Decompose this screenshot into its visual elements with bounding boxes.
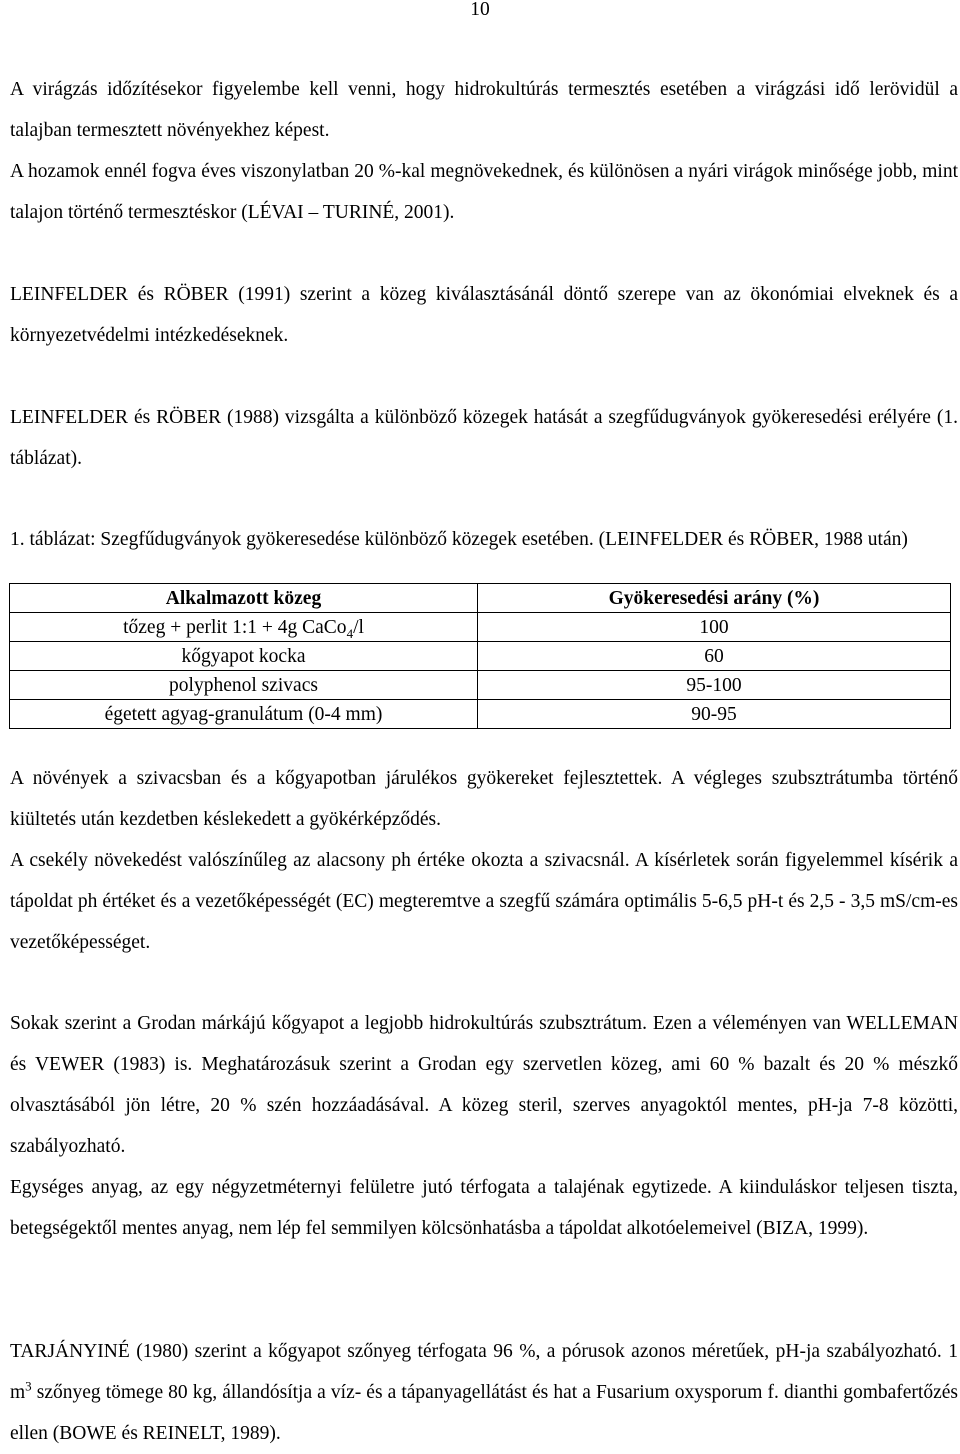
- paragraph-flowering: [10, 69, 958, 151]
- table-cell-medium: kőgyapot kocka: [10, 642, 478, 671]
- paragraph-grodan: [10, 1003, 958, 1167]
- paragraph-medium-selection: [10, 274, 958, 356]
- paragraph-text: Sokak szerint a Grodan márkájú kőgyapot a legjobb hidrokultúrás szubsztrátum. Ezen a véleményen van WELLEMAN és VEWER (1983) is. Meghatározásuk szerint a Grodan egy szervetlen közeg, ami 60 % bazalt és 20 % mészkő olvasztásából jön létre, 20 % szén hozzáadásával. A közeg steril, szerves anyagoktól mentes, pH-ja 7-8 közötti, szabályozható.: [10, 1013, 958, 1157]
- paragraph-text: A növények a szivacsban és a kőgyapotban járulékos gyökereket fejlesztettek. A végleges szubsztrátumba történő kiültetés után kezdetben késlekedett a gyökérképződés.: [10, 768, 958, 830]
- paragraph-ph-ec: [10, 840, 958, 963]
- table-header-row: [10, 584, 951, 613]
- table-row: [10, 642, 951, 671]
- table-caption: [10, 526, 958, 553]
- paragraph-text: A csekély növekedést valószínűleg az alacsony ph értéke okozta a szivacsnál. A kísérletek során figyelemmel kísérik a tápoldat ph értéket és a vezetőképességét (EC) megteremtve a szegfű számára optimális 5-6,5 pH-t és 2,5 - 3,5 mS/cm-es vezetőképességet.: [10, 850, 958, 953]
- table-row: [10, 613, 951, 642]
- paragraph-text: A virágzás időzítésekor figyelembe kell venni, hogy hidrokultúrás termesztés esetében a virágzási idő lerövidül a talajban termesztett növényekhez képest.: [10, 79, 958, 141]
- paragraph-adventitious-roots: [10, 758, 958, 840]
- paragraph-text: LEINFELDER és RÖBER (1991) szerint a közeg kiválasztásánál döntő szerepe van az ökonómiai elveknek és a környezetvédelmi intézkedéseknek.: [10, 284, 958, 346]
- table-cell-value: 60: [478, 642, 951, 671]
- paragraph-rockwool-mat: [10, 1331, 958, 1454]
- paragraph-rooting-study: [10, 397, 958, 479]
- subscript: 4: [346, 625, 354, 641]
- paragraph-text: LEINFELDER és RÖBER (1988) vizsgálta a különböző közegek hatását a szegfűdugványok gyökeresedési erélyére (1. táblázat).: [10, 407, 958, 469]
- table-row: [10, 671, 951, 700]
- table-caption-text: 1. táblázat: Szegfűdugványok gyökeresedése különböző közegek esetében. (LEINFELDER és RÖBER, 1988 után): [10, 529, 908, 550]
- medium-text-tail: /l: [353, 616, 364, 638]
- paragraph-text: [10, 1331, 958, 1454]
- table-cell-medium: [10, 613, 478, 642]
- text-run: szőnyeg tömege 80 kg, állandósítja a víz- és a tápanyagellátást és hat a Fusarium oxysporum f. dianthi gombafertőzés ellen (BOWE és REINELT, 1989).: [10, 1382, 958, 1444]
- paragraph-text: Egységes anyag, az egy négyzetméternyi felületre jutó térfogata a talajénak egytizede. A kiinduláskor teljesen tiszta, betegségektől mentes anyag, nem lép fel semmilyen kölcsönhatásba a tápoldat alkotóelemeivel (BIZA, 1999).: [10, 1177, 958, 1239]
- rooting-table: [9, 583, 951, 729]
- superscript: 3: [25, 1378, 32, 1394]
- column-header-medium: Alkalmazott közeg: [10, 584, 478, 613]
- text-run: TARJÁNYINÉ (1980) szerint a kőgyapot szőnyeg térfogata 96 %, a pórusok azonos méretűek, pH-ja szabályozható. 1 m: [10, 1341, 958, 1403]
- column-header-rooting-ratio: Gyökeresedési arány (%): [478, 584, 951, 613]
- page-number: 10: [470, 0, 490, 20]
- table-cell-medium: polyphenol szivacs: [10, 671, 478, 700]
- table-cell-value: 90-95: [478, 700, 951, 729]
- table-row: [10, 700, 951, 729]
- table-cell-value: 95-100: [478, 671, 951, 700]
- paragraph-text: A hozamok ennél fogva éves viszonylatban 20 %-kal megnövekednek, és különösen a nyári virágok minősége jobb, mint talajon történő termesztéskor (LÉVAI – TURINÉ, 2001).: [10, 161, 958, 223]
- table-cell-medium: égetett agyag-granulátum (0-4 mm): [10, 700, 478, 729]
- paragraph-yield: [10, 151, 958, 233]
- table-cell-value: 100: [478, 613, 951, 642]
- paragraph-uniform-material: [10, 1167, 958, 1249]
- medium-text: tőzeg + perlit 1:1 + 4g CaCo: [123, 616, 347, 638]
